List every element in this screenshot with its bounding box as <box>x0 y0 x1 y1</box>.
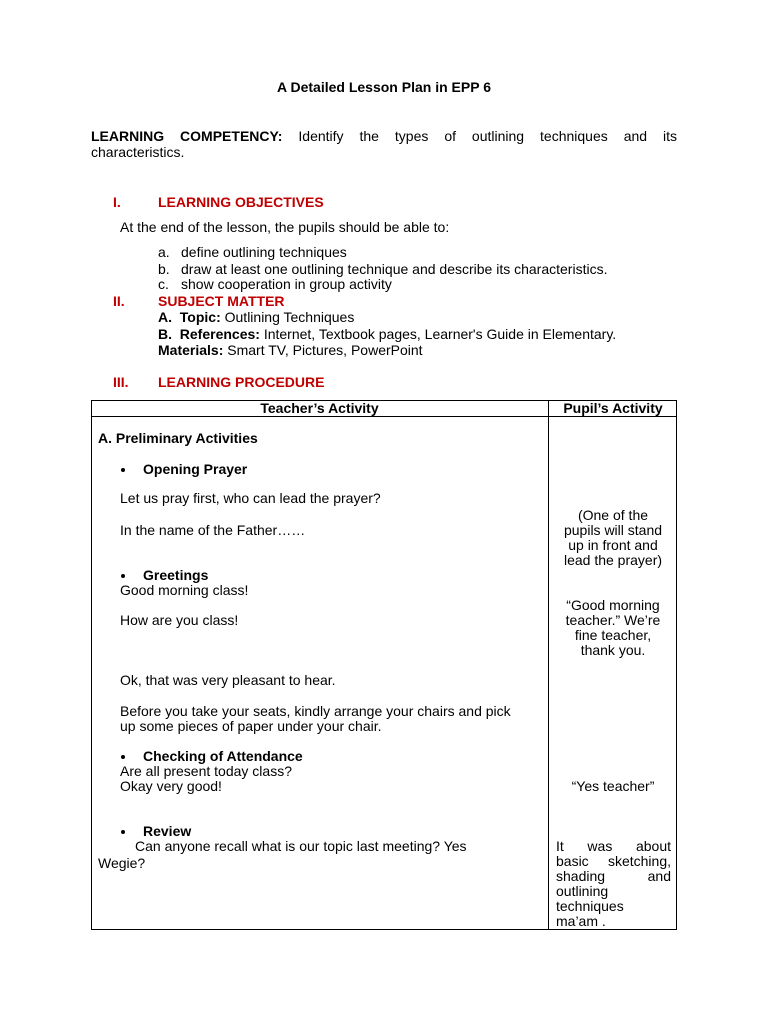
review-pupil-response <box>556 839 671 929</box>
review-pupil-line: ma’am . <box>556 913 606 929</box>
prayer-pupil-line: lead the prayer) <box>563 552 663 568</box>
bullet-icon <box>121 574 125 578</box>
bullet-icon <box>121 830 125 834</box>
greetings-teacher-line-4a: Before you take your seats, kindly arrange your chairs and pick <box>120 703 511 719</box>
attendance-teacher-line-2: Okay very good! <box>120 778 222 794</box>
review-teacher-line-1a: Can anyone recall what is our topic last meeting? Yes <box>135 838 467 854</box>
greetings-teacher-line-3: Ok, that was very pleasant to hear. <box>120 672 336 688</box>
table-column-divider <box>548 400 549 930</box>
section-num-subject: II. <box>113 293 125 309</box>
review-pupil-line: basic sketching, <box>556 853 671 869</box>
objective-marker-a: a. <box>158 244 170 260</box>
topic-label: A. Topic: <box>158 309 221 325</box>
prayer-pupil-line: (One of the <box>577 507 649 523</box>
greetings-pupil-line: fine teacher, <box>574 627 652 643</box>
section-heading-procedure: LEARNING PROCEDURE <box>158 374 325 390</box>
greetings-pupil-response <box>549 598 677 658</box>
review-pupil-line: techniques <box>556 898 624 914</box>
section-num-procedure: III. <box>113 374 129 390</box>
objective-text-c: show cooperation in group activity <box>181 276 392 292</box>
competency-line-2: characteristics. <box>91 144 185 160</box>
bullet-icon <box>121 755 125 759</box>
attendance-pupil-response: “Yes teacher” <box>571 778 655 794</box>
prayer-pupil-line: up in front and <box>568 537 658 553</box>
review-pupil-line: outlining <box>556 883 609 899</box>
greetings-teacher-line-2: How are you class! <box>120 612 239 628</box>
document-title: A Detailed Lesson Plan in EPP 6 <box>277 79 491 95</box>
competency-line-1 <box>91 129 677 144</box>
header-pupil-activity: Pupil’s Activity <box>563 400 663 416</box>
materials-value: Smart TV, Pictures, PowerPoint <box>227 342 423 358</box>
review-teacher-line-1b: Wegie? <box>98 855 146 871</box>
greetings-teacher-line-1: Good morning class! <box>120 582 249 598</box>
references-value: Internet, Textbook pages, Learner's Guide in Elementary. <box>263 326 617 342</box>
greetings-pupil-line: thank you. <box>580 642 646 658</box>
objectives-intro: At the end of the lesson, the pupils should be able to: <box>120 219 450 235</box>
greetings-teacher-line-4b: up some pieces of paper under your chair. <box>120 718 382 734</box>
prayer-teacher-line-2: In the name of the Father…… <box>120 522 306 538</box>
objective-text-b: draw at least one outlining technique and describe its characteristics. <box>181 261 608 277</box>
opening-prayer-heading: Opening Prayer <box>143 461 248 477</box>
table-header-divider <box>91 416 677 417</box>
objective-marker-c: c. <box>158 276 169 292</box>
section-heading-subject: SUBJECT MATTER <box>158 293 285 309</box>
greetings-pupil-line: teacher.” We’re <box>565 612 661 628</box>
preliminary-activities-heading: A. Preliminary Activities <box>98 430 258 446</box>
competency-label: LEARNING COMPETENCY: <box>91 128 283 144</box>
prayer-pupil-response <box>549 508 677 568</box>
materials-line <box>158 343 423 358</box>
references-label: B. References: <box>158 326 260 342</box>
review-heading: Review <box>143 823 192 839</box>
objective-text-a: define outlining techniques <box>181 244 347 260</box>
header-teacher-activity: Teacher’s Activity <box>260 400 379 416</box>
materials-label: Materials: <box>158 342 224 358</box>
greetings-pupil-line: “Good morning <box>566 597 660 613</box>
references-line <box>158 327 616 342</box>
competency-text: Identify the types of outlining techniques and its <box>298 128 677 144</box>
greetings-heading: Greetings <box>143 567 209 583</box>
prayer-teacher-line-1: Let us pray first, who can lead the prayer? <box>120 490 381 506</box>
review-pupil-line: shading and <box>556 868 671 884</box>
bullet-icon <box>121 468 125 472</box>
attendance-heading: Checking of Attendance <box>143 748 303 764</box>
attendance-teacher-line-1: Are all present today class? <box>120 763 292 779</box>
topic-value: Outlining Techniques <box>224 309 355 325</box>
section-num-objectives: I. <box>113 194 121 210</box>
section-heading-objectives: LEARNING OBJECTIVES <box>158 194 324 210</box>
review-pupil-line: It was about <box>556 838 671 854</box>
objective-marker-b: b. <box>158 261 170 277</box>
topic-line <box>158 310 354 325</box>
prayer-pupil-line: pupils will stand <box>563 522 663 538</box>
